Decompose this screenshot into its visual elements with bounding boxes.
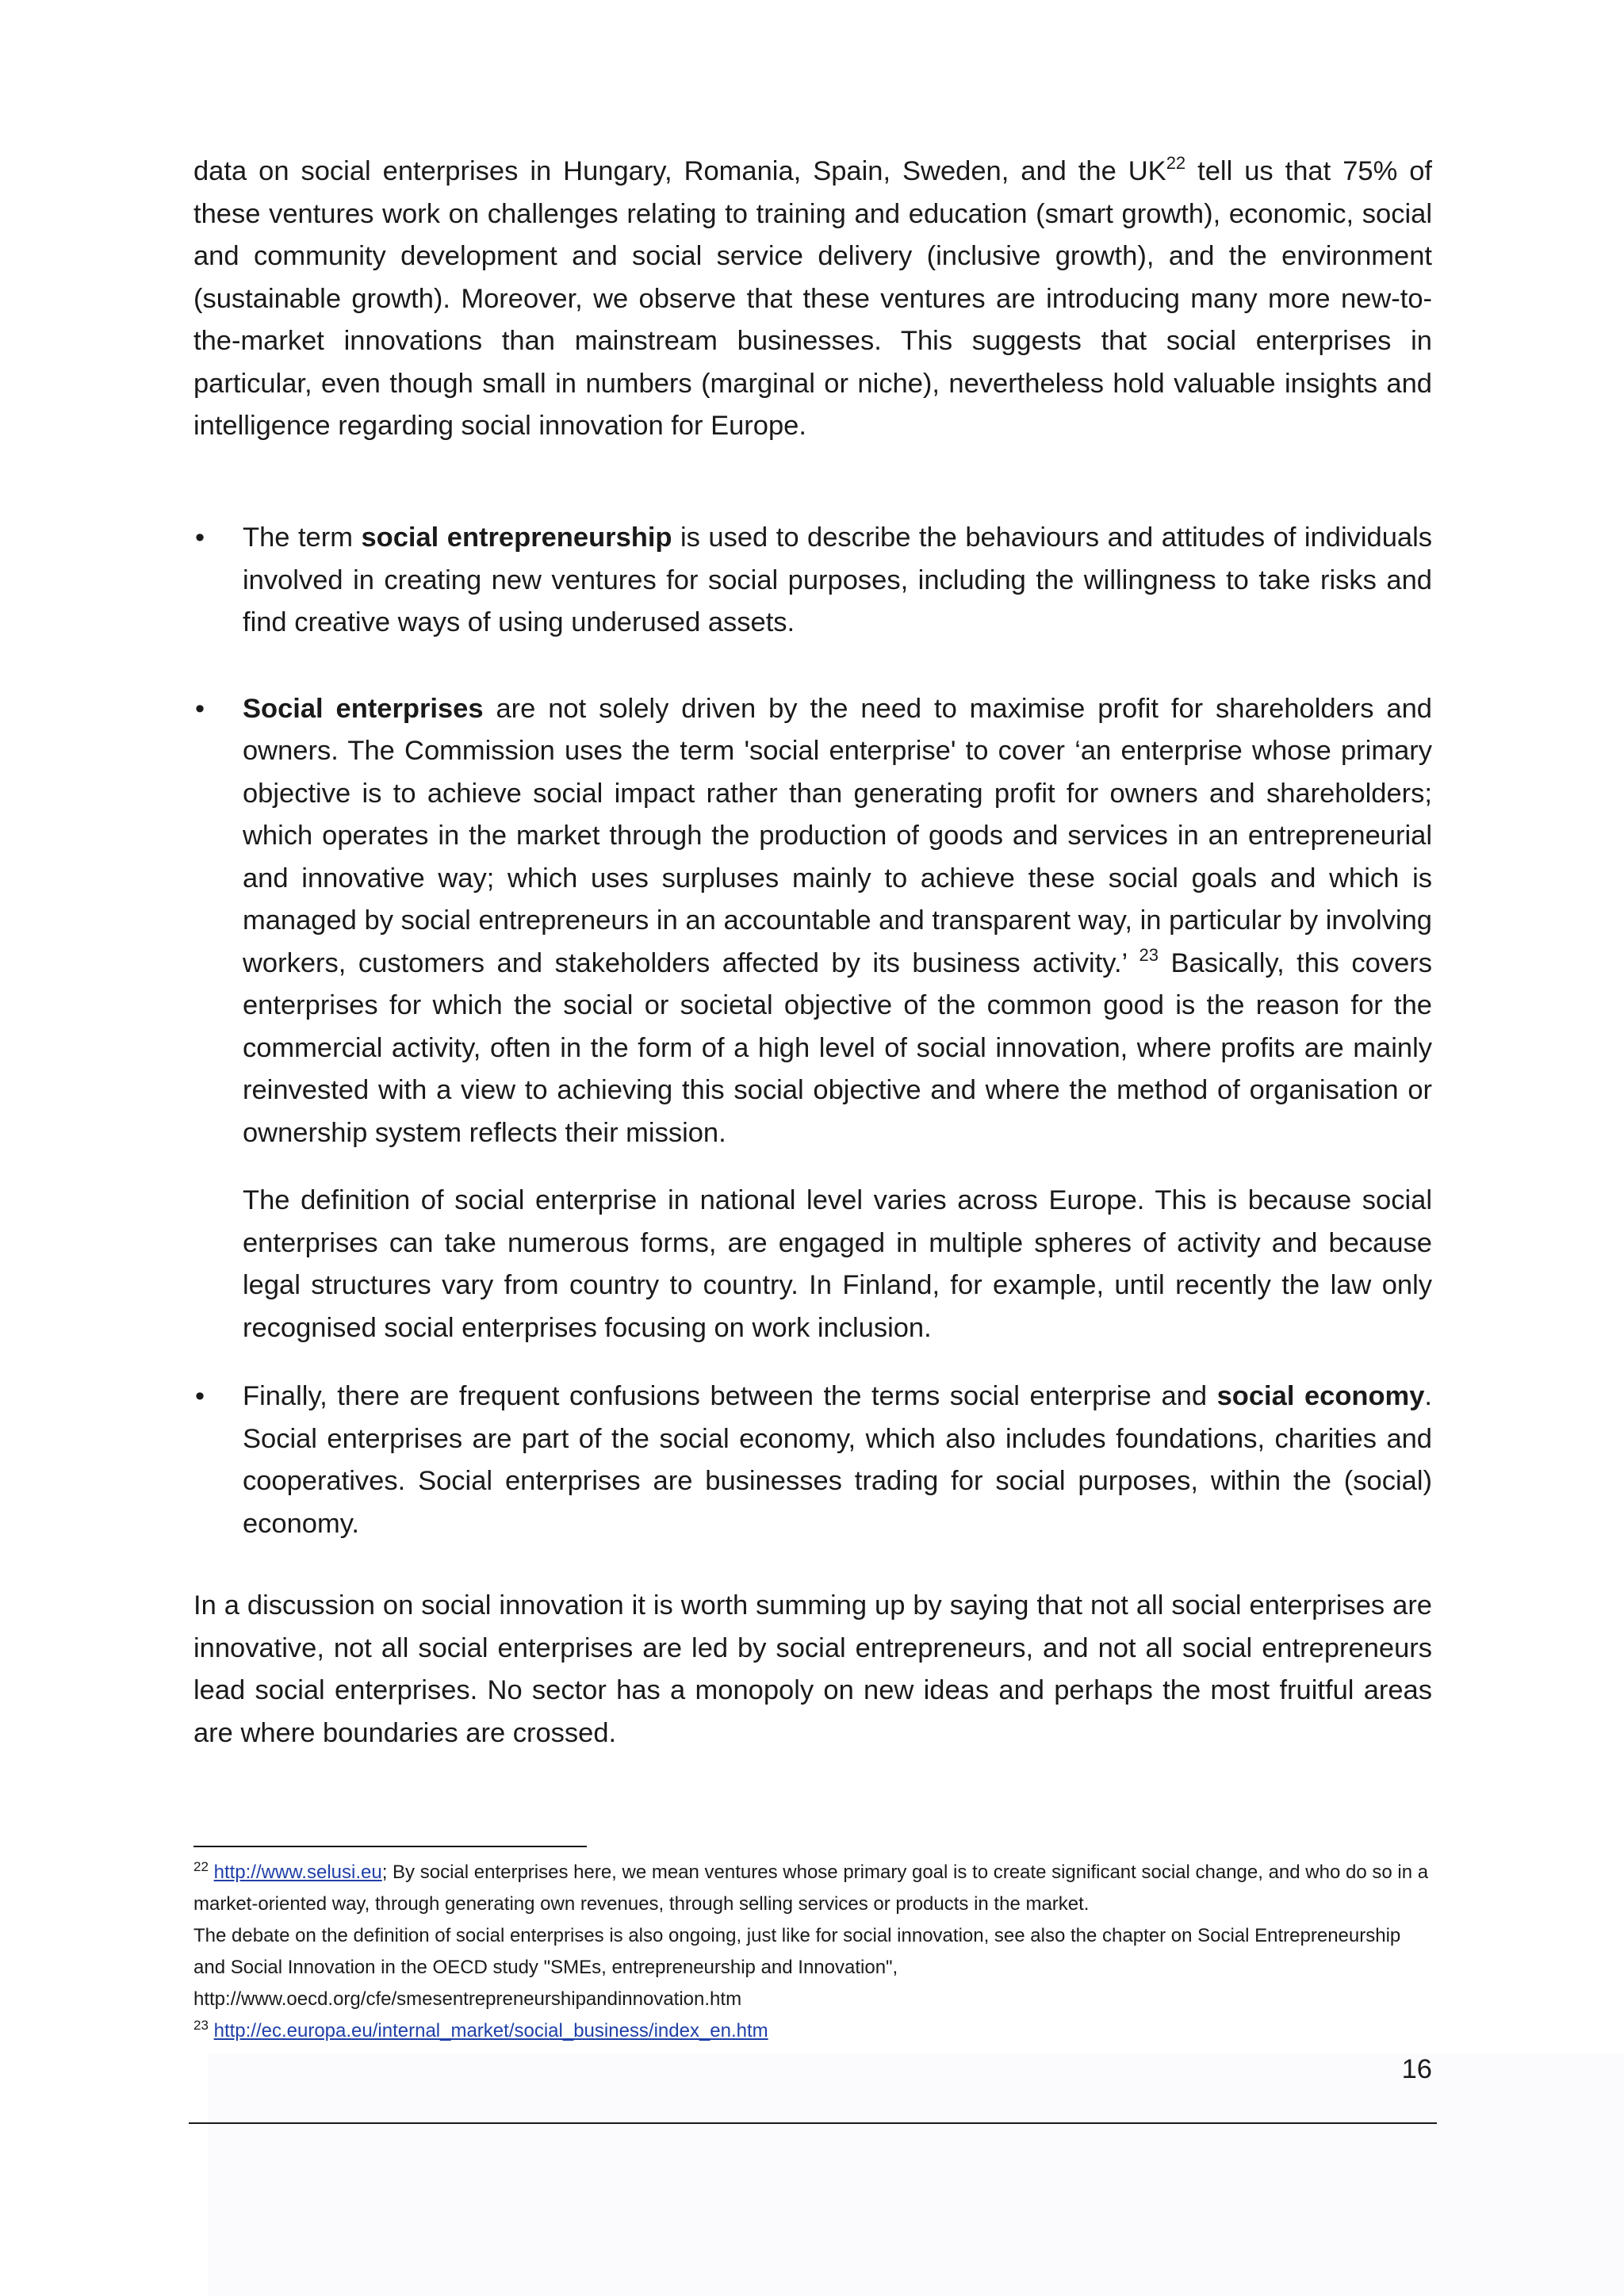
footnote-link-europa[interactable]: http://ec.europa.eu/internal_market/social_business/index_en.htm	[213, 2020, 768, 2042]
intro-text-rest: tell us that 75% of these ventures work on challenges relating to training and education (smart growth), economic, social and community development and social service delivery (inclusive growth), and the environment (sustainable growth). Moreover, we observe that these ventures are introducing many more new-to-the-market innovations than mainstream businesses. This suggests that social enterprises in particular, even though small in numbers (marginal or niche), nevertheless hold valuable insights and intelligence regarding social innovation for Europe.	[193, 156, 1432, 441]
footnote-ref-23[interactable]: 23	[1139, 944, 1159, 965]
footnote-number: 23	[193, 2018, 209, 2033]
footnote-22-continuation: The debate on the definition of social enterprises is also ongoing, just like for social innovation, see also the chapter on Social Entrepreneurship and Social Innovation in the OECD study "SMEs, entrepreneurship and Innovation",	[193, 1925, 1401, 1978]
bullet-icon: •	[195, 1381, 205, 1411]
page-shadow	[208, 2053, 1624, 2296]
list-item-social-economy: • Finally, there are frequent confusions between the terms social enterprise and social economy. Social enterprises are part of the social economy, which also includes foundations, charities and cooperatives. Social enterprises are businesses trading for social purposes, within the (social) economy.	[193, 1376, 1432, 1545]
term-social-enterprises: Social enterprises	[243, 693, 484, 724]
term-social-entrepreneurship: social entrepreneurship	[361, 522, 672, 553]
list-item-social-entrepreneurship: • The term social entrepreneurship is used to describe the behaviours and attitudes of individuals involved in creating new ventures for social purposes, including the willingness to take risks and find creative ways of using underused assets.	[193, 517, 1432, 645]
footnote-22-url: http://www.oecd.org/cfe/smesentrepreneurshipandinnovation.htm	[193, 1988, 742, 2010]
footnotes	[193, 1857, 1432, 2047]
intro-paragraph	[193, 151, 1432, 448]
footnote-separator	[193, 1846, 587, 1847]
closing-paragraph: In a discussion on social innovation it is worth summing up by saying that not all social enterprises are innovative, not all social enterprises are led by social entrepreneurs, and not all social entrepreneurs lead social enterprises. No sector has a monopoly on new ideas and perhaps the most fruitful areas are where boundaries are crossed.	[193, 1590, 1432, 1748]
footnote-23	[193, 2015, 1432, 2047]
footnote-ref-22[interactable]: 22	[1166, 153, 1186, 173]
footer-rule	[189, 2122, 1437, 2124]
bullet-icon: •	[195, 693, 205, 724]
definition-subparagraph: The definition of social enterprise in national level varies across Europe. This is because social enterprises can take numerous forms, are engaged in multiple spheres of activity and because legal structures vary from country to country. In Finland, for example, until recently the law only recognised social enterprises focusing on work inclusion.	[243, 1185, 1432, 1343]
footnote-number: 22	[193, 1859, 209, 1874]
list-item-social-enterprises: • Social enterprises are not solely driven by the need to maximise profit for shareholders and owners. The Commission uses the term 'social enterprise' to cover ‘an enterprise whose primary objective is to achieve social impact rather than generating profit for owners and shareholders; which operates in the market through the production of goods and services in an entrepreneurial and innovative way; which uses surpluses mainly to achieve these social goals and which is managed by social entrepreneurs in an accountable and transparent way, in particular by involving workers, customers and stakeholders affected by its business activity.’ $^{23}$ Basically, this covers enterprises for which the social or societal objective of the common good is the reason for the commercial activity, often in the form of a high level of social innovation, where profits are mainly reinvested with a view to achieving this social objective and where the method of organisation or ownership system reflects their mission. The definition of social enterprise in national level varies across Europe. This is because social enterprises can take numerous forms, are engaged in multiple spheres of activity and because legal structures vary from country to country. In Finland, for example, until recently the law only recognised social enterprises focusing on work inclusion.	[193, 688, 1432, 1350]
definitions-list	[193, 517, 1432, 1545]
page-number: 16	[1401, 2054, 1432, 2084]
footnote-link-selusi[interactable]: http://www.selusi.eu	[213, 1862, 382, 1883]
intro-text-lead: data on social enterprises in Hungary, Romania, Spain, Sweden, and the UK	[193, 156, 1166, 186]
term-social-economy: social economy	[1216, 1381, 1425, 1411]
bullet-icon: •	[195, 522, 205, 553]
footnote-22: $^{22}$ http://www.selusi.eu; By social enterprises here, we mean ventures whose primary goal is to create significant social change, and who do so in a market-oriented way, through generating own revenues, through selling services or products in the market.	[193, 1859, 1429, 1915]
